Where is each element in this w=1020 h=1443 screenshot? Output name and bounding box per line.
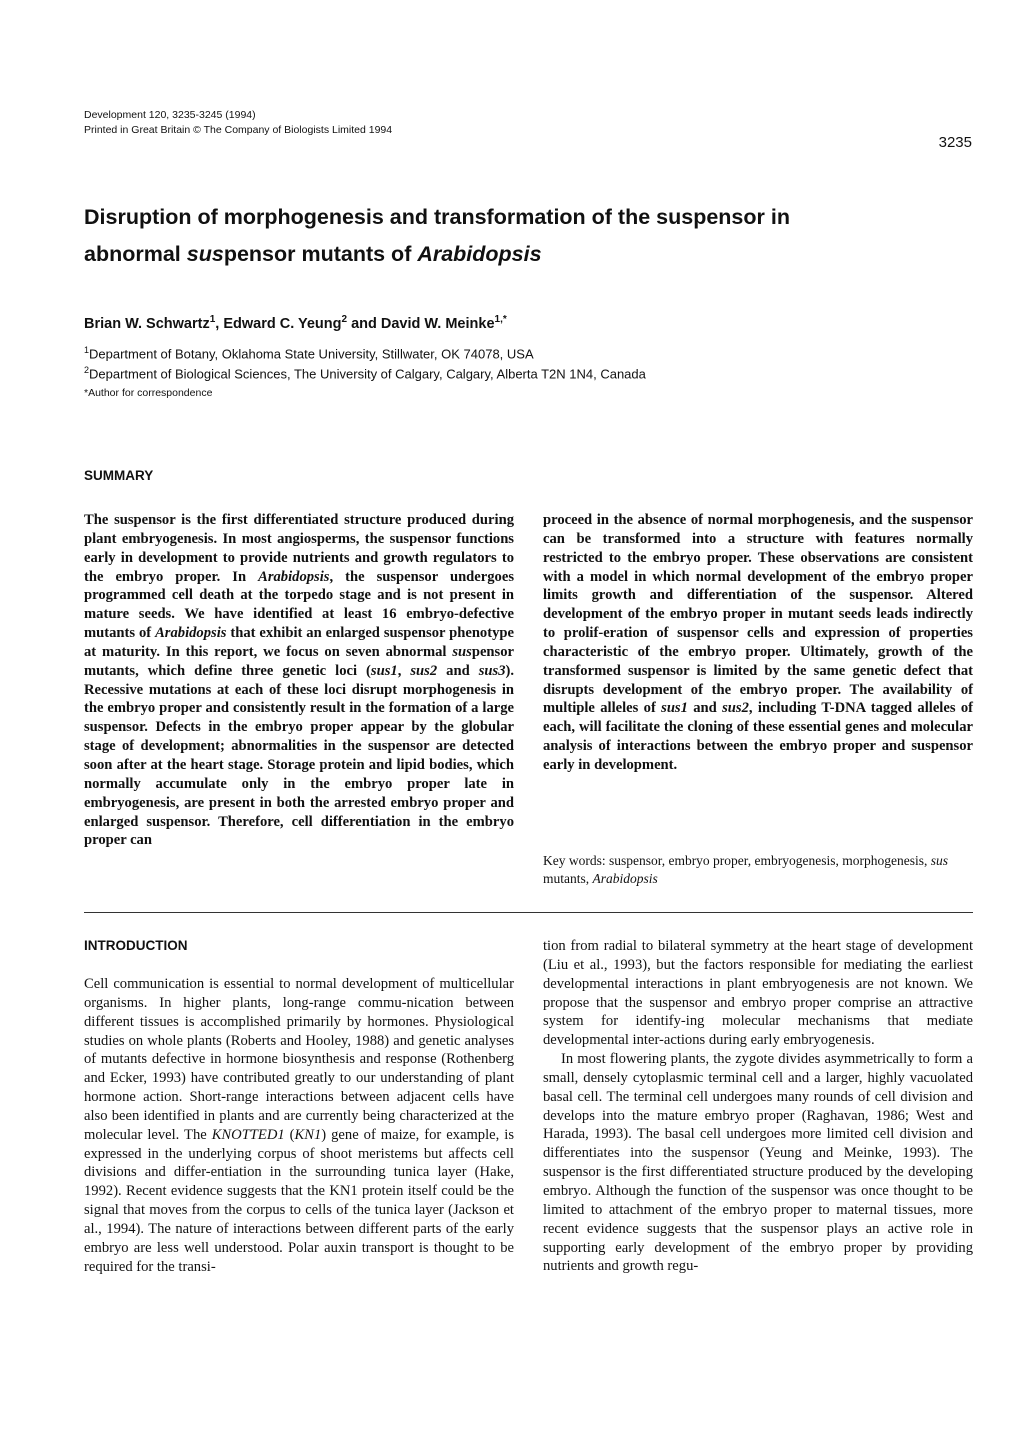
summary-paragraph-continued: proceed in the absence of normal morphogenesis, and the suspensor can be transformed into a structure with features normally restricted to the embryo proper. These observations are consistent with a model in which normal development of the embryo proper limits growth and differentiation of the suspensor. Altered development of the embryo proper in mutant seeds leads indirectly to prolif-eration of suspensor cells and expression of properties characteristic of the embryo proper. Ultimately, growth of the transformed suspensor is limited by the same genetic defect that disrupts development of the embryo proper. The availability of multiple alleles of sus1 and sus2, including T-DNA tagged alleles of each, will facilitate the cloning of these essential genes and molecular analysis of interactions between the embryo proper and suspensor early in development.: [543, 512, 974, 773]
introduction-heading: INTRODUCTION: [84, 938, 188, 953]
section-divider: [84, 912, 973, 913]
summary-paragraph: The suspensor is the first differentiated structure produced during plant embryogenesis. In most angiosperms, the suspensor functions early in development to provide nutrients and growth regulators to the embryo proper. In Arabidopsis, the suspensor undergoes programmed cell death at the torpedo stage and is not present in mature seeds. We have identified at least 16 embryo-defective mutants of Arabidopsis that exhibit an enlarged suspensor phenotype at maturity. In this report, we focus on seven abnormal suspensor mutants, which define three genetic loci (sus1, sus2 and sus3). Recessive mutations at each of these loci disrupt morphogenesis in the embryo proper and consistently result in the formation of a large suspensor. Defects in the embryo proper appear by the globular stage of development; abnormalities in the suspensor are detected soon after at the heart stage. Storage protein and lipid bodies, which normally accumulate only in the embryo proper late in embryogenesis, are present in both the arrested embryo proper and enlarged suspensor. Therefore, cell differentiation in the embryo proper can: [84, 512, 515, 849]
affiliation-2: $^2$Department of Biological Sciences, The University of Calgary, Calgary, Alberta T2N 1N4, Canada: [84, 365, 646, 382]
page-number: 3235: [938, 134, 972, 151]
summary-left-column: [84, 511, 514, 850]
summary-heading: SUMMARY: [84, 468, 154, 483]
introduction-left-column: [84, 975, 514, 1277]
introduction-right-column: [543, 937, 973, 1276]
summary-right-column: [543, 511, 973, 775]
affiliations: [84, 342, 646, 383]
affiliation-1: $^1$Department of Botany, Oklahoma State University, Stillwater, OK 74078, USA: [84, 345, 534, 362]
correspondence-note: *Author for correspondence: [84, 387, 213, 399]
article-title: Disruption of morphogenesis and transformation of the suspensor in abnormal suspensor mutants of Arabidopsis: [84, 205, 790, 266]
keywords: Key words: suspensor, embryo proper, embryogenesis, morphogenesis, sus mutants, Arabidopsis: [543, 853, 948, 886]
introduction-paragraph-2: In most flowering plants, the zygote divides asymmetrically to form a small, densely cytoplasmic terminal cell and a larger, highly vacuolated basal cell. The terminal cell undergoes many rounds of cell division and develops into the mature embryo proper (Raghavan, 1986; West and Harada, 1993). The basal cell undergoes more limited cell division and differentiates into the suspensor (Yeung and Meinke, 1993). The suspensor is the first differentiated structure produced by the developing embryo. Although the function of the suspensor was once thought to be limited to attachment of the embryo proper to maternal tissues, more recent evidence suggests that the suspensor plays an active role in supporting early development of the embryo proper by providing nutrients and growth regu-: [543, 1051, 973, 1275]
introduction-paragraph-1: Cell communication is essential to normal development of multicellular organisms. In higher plants, long-range commu-nication between different tissues is accomplished primarily by hormones. Physiological studies on whole plants (Roberts and Hooley, 1988) and genetic analyses of mutants defective in hormone biosynthesis and response (Rothenberg and Ecker, 1993) have contributed greatly to our understanding of plant hormone action. Short-range interactions between adjacent cells have also been identified in plants and are currently being characterized at the molecular level. The KNOTTED1 (KN1) gene of maize, for example, is expressed in the underlying corpus of shoot meristems but affects cell divisions and differ-entiation in the surrounding tunica layer (Hake, 1992). Recent evidence suggests that the KN1 protein itself could be the signal that moves from the corpus to cells of the tunica layer (Jackson et al., 1994). The nature of interactions between different parts of the early embryo are less well understood. Polar auxin transport is thought to be required for the transi-: [84, 976, 514, 1275]
title-line-1: Disruption of morphogenesis and transformation of the suspensor in: [84, 205, 790, 229]
author-list: Brian W. Schwartz$^1$, Edward C. Yeung$^2$ and David W. Meinke$^{1,*}$: [84, 314, 507, 332]
journal-citation: [84, 108, 392, 138]
journal-volume-line: Development 120, 3235-3245 (1994): [84, 109, 256, 121]
introduction-paragraph-1-continued: tion from radial to bilateral symmetry at the heart stage of development (Liu et al., 1993), but the factors responsible for mediating the earliest developmental interactions in plant embryogenesis are not known. We propose that the suspensor and embryo proper comprise an attractive system for identify-ing molecular mechanisms that mediate developmental inter-actions during early embryogenesis.: [543, 938, 973, 1049]
journal-publisher-line: Printed in Great Britain © The Company of Biologists Limited 1994: [84, 124, 393, 136]
